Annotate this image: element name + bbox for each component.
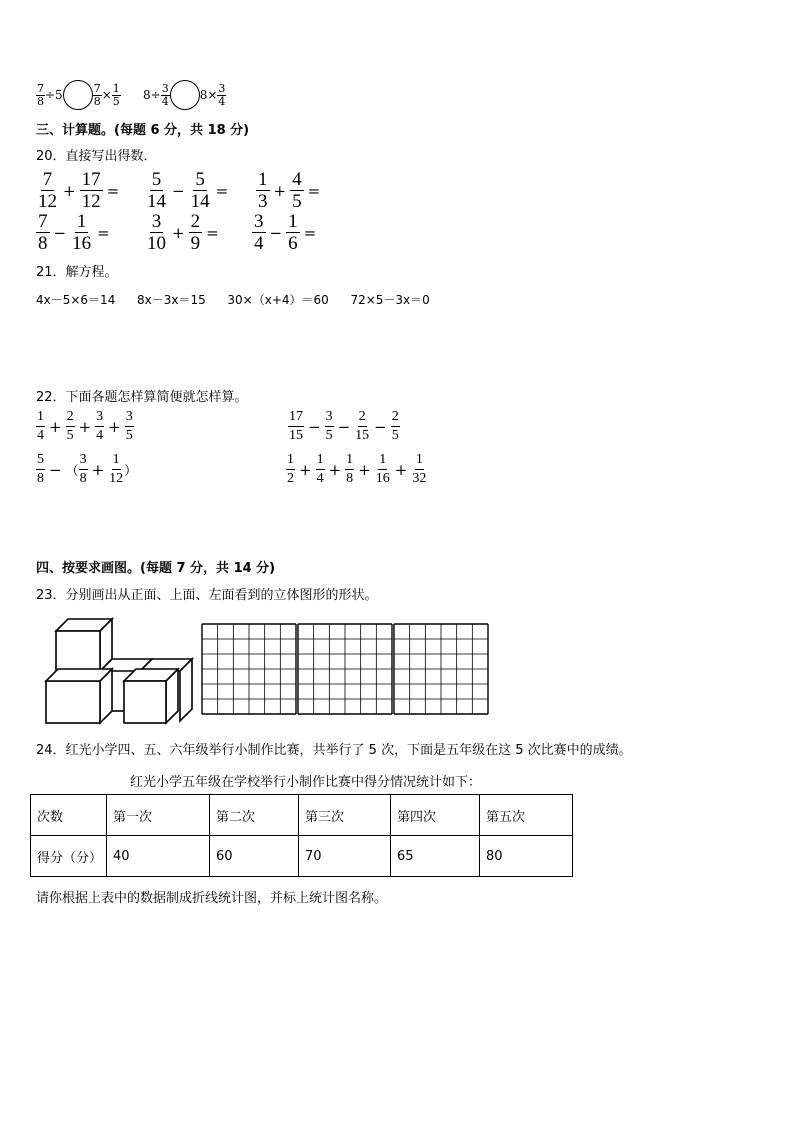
equation: 30×（x+4）＝60 (227, 293, 329, 307)
table-title: 红光小学五年级在学校举行小制作比赛中得分情况统计如下： (130, 775, 482, 790)
question-20-label: 20．直接写出得数． (36, 149, 157, 164)
table-cell: 次数 (31, 795, 107, 836)
q22-expression-a: $\frac{1}{4}$ + $\frac{2}{5}$ + $\frac{3}{4}$ + $\frac{3}{5}$ (37, 409, 133, 443)
q20-expression: $\frac{1}{3}$ + $\frac{4}{5}$ = (258, 169, 321, 212)
table-cell: 得分（分） (31, 836, 107, 877)
drawing-grid-2[interactable] (297, 623, 393, 715)
cube-solid-figure (44, 615, 194, 727)
equation: 72×5－3x＝0 (350, 293, 430, 307)
q20-expression: $\frac{7}{12}$ + $\frac{17}{12}$ = (38, 169, 120, 212)
question-24-label: 24．红光小学四、五、六年级举行小制作比赛，共举行了 5 次，下面是五年级在这 5 次比赛中的成绩。 (36, 743, 632, 758)
table-cell: 第一次 (107, 795, 210, 836)
table-cell: 65 (391, 836, 480, 877)
compare-circle-blank[interactable] (63, 80, 93, 110)
q22-expression-d: $\frac{1}{2}$ + $\frac{1}{4}$ + $\frac{1}{8}$ + $\frac{1}{16}$ + $\frac{1}{32}$ (287, 452, 427, 486)
equation: 8x－3x＝15 (137, 293, 206, 307)
section-3-heading: 三、计算题。(每题 6 分，共 18 分) (36, 123, 250, 138)
fraction: $\frac{3}{4}$ (218, 82, 226, 108)
table-cell: 40 (107, 836, 210, 877)
fraction: $\frac{1}{5}$ (112, 82, 120, 108)
question-23-label: 23．分别画出从正面、上面、左面看到的立体图形的形状。 (36, 588, 378, 603)
table-cell: 80 (480, 836, 573, 877)
table-cell: 第四次 (391, 795, 480, 836)
table-cell: 第三次 (299, 795, 391, 836)
q20-expression: $\frac{5}{14}$ − $\frac{5}{14}$ = (147, 169, 229, 212)
question-24-instruction: 请你根据上表中的数据制成折线统计图，并标上统计图名称。 (36, 891, 388, 906)
fraction: $\frac{3}{4}$ (161, 82, 169, 108)
compare-expression-2: 8÷ $\frac{3}{4}$ 8× $\frac{3}{4}$ (143, 82, 226, 108)
section-4-heading: 四、按要求画图。(每题 7 分，共 14 分) (36, 561, 276, 576)
table-row (31, 836, 573, 877)
table-cell: 60 (210, 836, 299, 877)
question-21-label: 21．解方程。 (36, 265, 118, 280)
equation: 4x－5×6＝14 (36, 293, 116, 307)
fraction: $\frac{7}{8}$ (93, 82, 101, 108)
score-table (30, 794, 573, 877)
q22-expression-c: $\frac{5}{8}$ − （ $\frac{3}{8}$ + $\frac{1}{12}$ ） (37, 452, 138, 486)
table-header-row (31, 795, 573, 836)
fraction: $\frac{7}{8}$ (37, 82, 44, 108)
question-22-label: 22．下面各题怎样算简便就怎样算。 (36, 390, 248, 405)
drawing-grid-3[interactable] (393, 623, 489, 715)
q21-equations (36, 291, 430, 308)
q20-expression: $\frac{7}{8}$ − $\frac{1}{16}$ = (38, 211, 110, 254)
q22-expression-b: $\frac{17}{15}$ − $\frac{3}{5}$ − $\frac{2}{15}$ − $\frac{2}{5}$ (289, 409, 399, 443)
table-cell: 第二次 (210, 795, 299, 836)
drawing-grid-1[interactable] (201, 623, 297, 715)
table-cell: 70 (299, 836, 391, 877)
q20-expression: $\frac{3}{10}$ + $\frac{2}{9}$ = (147, 211, 219, 254)
table-cell: 第五次 (480, 795, 573, 836)
q20-expression: $\frac{3}{4}$ − $\frac{1}{6}$ = (254, 211, 317, 254)
compare-expression-1: $\frac{7}{8}$ ÷5 $\frac{7}{8}$ × $\frac{1}{5}$ (37, 82, 120, 108)
compare-circle-blank[interactable] (170, 80, 200, 110)
